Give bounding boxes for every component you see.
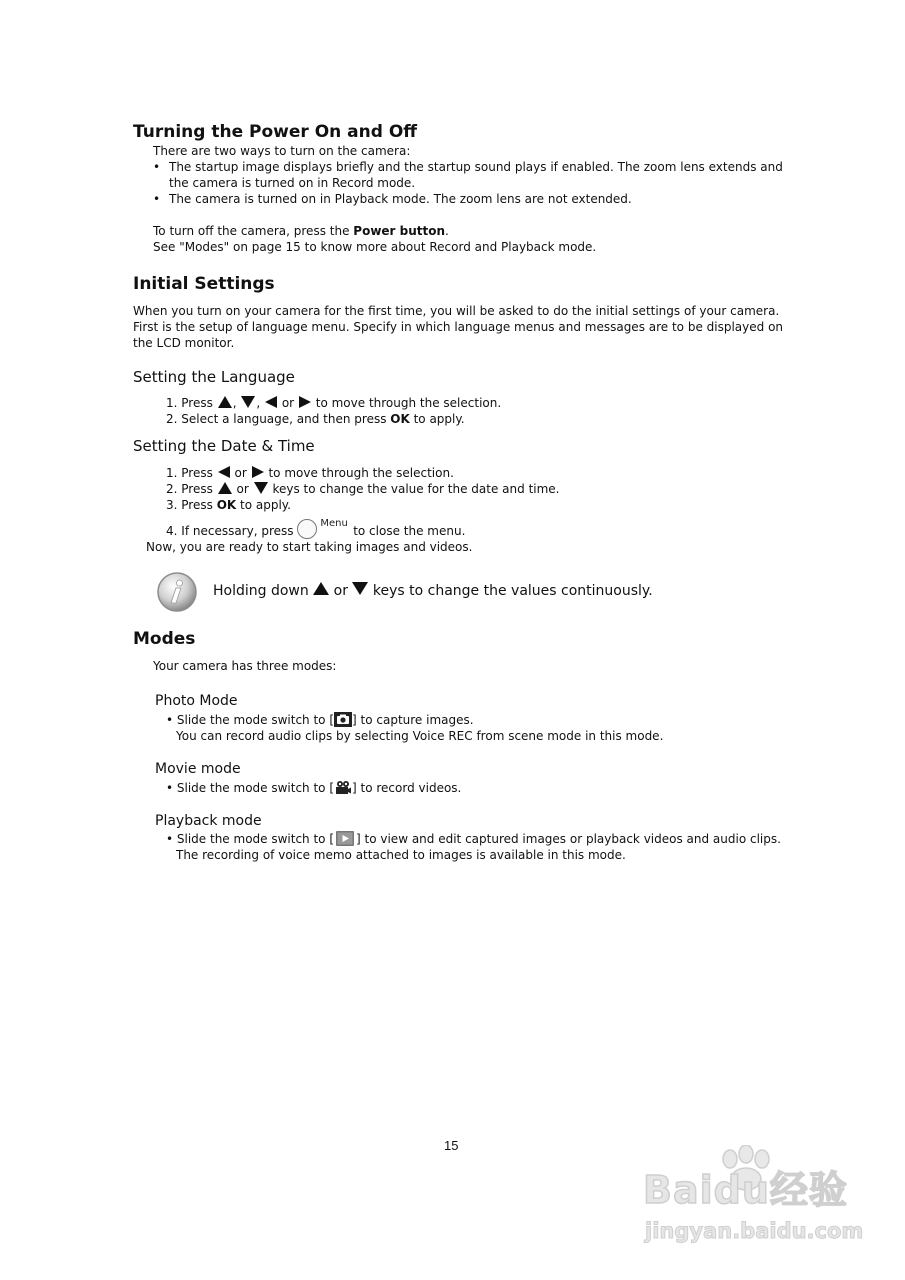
right-arrow-icon [299, 396, 311, 408]
photo-mode-note: You can record audio clips by selecting Voice REC from scene mode in this mode. [176, 729, 664, 743]
date-step-4 [166, 519, 465, 539]
left-arrow-icon [265, 396, 277, 408]
bullet-dot: • [153, 192, 161, 206]
playback-mode-heading: Playback mode [155, 813, 262, 829]
playback-mode-bullet [166, 831, 781, 847]
watermark-url: jingyan.baidu.com [645, 1219, 864, 1243]
left-arrow-icon [218, 466, 230, 478]
bullet-text: • Slide the mode switch to [ [166, 713, 335, 727]
initial-p1: When you turn on your camera for the first time, you will be asked to do the initial settings of your camera. [133, 304, 780, 318]
date-heading: Setting the Date & Time [133, 437, 315, 455]
date-step-1 [166, 465, 454, 481]
power-bullet1-line1: The startup image displays briefly and the startup sound plays if enabled. The zoom lens extends and [169, 160, 783, 174]
initial-heading: Initial Settings [133, 274, 275, 294]
tip-text [213, 582, 653, 600]
photo-mode-bullet [166, 712, 474, 728]
playback-icon [334, 831, 356, 846]
bullet-text: ] to capture images. [352, 713, 474, 727]
step-text: If necessary, press [181, 524, 294, 538]
step-press: Press [181, 466, 213, 480]
step-number: 4. [166, 524, 178, 538]
language-step-2 [166, 411, 465, 427]
power-bullet1-line2: the camera is turned on in Record mode. [169, 176, 416, 190]
menu-button-icon [297, 519, 349, 539]
step-press: Press [181, 482, 213, 496]
step-number: 1. [166, 396, 178, 410]
step-text: to apply. [236, 498, 291, 512]
step-press: Press [181, 396, 213, 410]
step-or: or [281, 396, 295, 410]
up-arrow-icon [313, 582, 329, 595]
movie-mode-heading: Movie mode [155, 761, 241, 777]
movie-mode-bullet [166, 780, 461, 796]
step-or: or [234, 466, 247, 480]
step-or: or [236, 482, 249, 496]
modes-intro: Your camera has three modes: [153, 659, 337, 673]
power-off-post: . [445, 224, 449, 238]
menu-label: Menu [320, 518, 348, 529]
step-number: 2. [166, 482, 178, 496]
power-button-label: Power button [353, 224, 446, 238]
tip-pre: Holding down [213, 583, 309, 599]
bullet-text: ] to record videos. [352, 781, 462, 795]
power-intro: There are two ways to turn on the camera: [153, 144, 411, 158]
up-arrow-icon [218, 396, 232, 408]
date-step-3 [166, 497, 291, 513]
watermark-brand: Baidu经验 [643, 1168, 848, 1212]
step-rest: keys to change the value for the date and time. [272, 482, 560, 496]
step-text: to apply. [409, 412, 465, 426]
bullet-text: • Slide the mode switch to [ [166, 781, 335, 795]
down-arrow-icon [352, 582, 368, 595]
step-rest: to move through the selection. [268, 466, 454, 480]
tip-or: or [333, 583, 348, 599]
step-rest: to move through the selection. [315, 396, 502, 410]
language-step-1: 1. Press , , or to move through the selection. [166, 396, 502, 410]
power-off-line [153, 223, 449, 239]
initial-p3: the LCD monitor. [133, 336, 235, 350]
date-step-2 [166, 481, 560, 497]
step-text: Select a language, and then press [181, 412, 391, 426]
movie-camera-icon [334, 780, 352, 795]
step-number: 1. [166, 466, 178, 480]
right-arrow-icon [252, 466, 264, 478]
up-arrow-icon [218, 482, 232, 494]
camera-icon [334, 712, 352, 727]
photo-mode-heading: Photo Mode [155, 693, 238, 709]
playback-mode-note: The recording of voice memo attached to images is available in this mode. [176, 848, 626, 862]
bullet-dot: • [153, 160, 161, 174]
power-see-modes: See "Modes" on page 15 to know more about Record and Playback mode. [153, 240, 597, 254]
step-number: 3. [166, 498, 178, 512]
tip-post: keys to change the values continuously. [372, 583, 653, 599]
bullet-text: ] to view and edit captured images or playback videos and audio clips. [356, 832, 781, 846]
down-arrow-icon [241, 396, 255, 408]
step-text: Press [181, 498, 217, 512]
info-icon [155, 571, 199, 613]
ok-label: OK [216, 498, 237, 512]
bullet-text: • Slide the mode switch to [ [166, 832, 335, 846]
down-arrow-icon [254, 482, 268, 494]
power-off-pre: To turn off the camera, press the [153, 224, 354, 238]
step-text: to close the menu. [353, 524, 466, 538]
power-heading: Turning the Power On and Off [133, 122, 418, 142]
step-number: 2. [166, 412, 178, 426]
language-heading: Setting the Language [133, 368, 295, 386]
initial-p2: First is the setup of language menu. Specify in which language menus and messages are to be displayed on [133, 320, 784, 334]
power-bullet2: The camera is turned on in Playback mode. The zoom lens are not extended. [169, 192, 632, 206]
modes-heading: Modes [133, 629, 196, 649]
ok-label: OK [390, 412, 410, 426]
ready-line: Now, you are ready to start taking images and videos. [146, 540, 473, 554]
page-number: 15 [444, 1138, 459, 1153]
